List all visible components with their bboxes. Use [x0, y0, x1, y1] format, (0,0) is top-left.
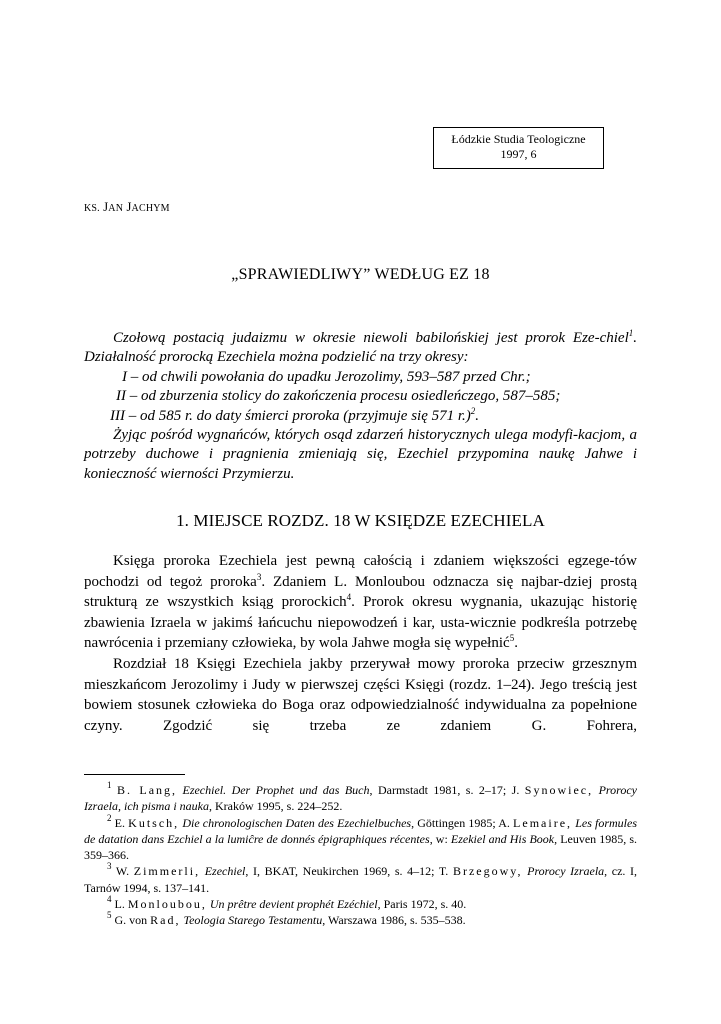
footnote-text: , Darmstadt 1981, s. 2–17; J.	[369, 783, 520, 797]
footnote-title: Prorocy Izraela	[527, 864, 605, 879]
footnote-ref: 1	[628, 328, 634, 338]
footnote-text: , w:	[429, 831, 448, 846]
footnote-4	[84, 896, 637, 912]
footnote-ref: 2	[470, 405, 476, 416]
footnote-text: , Warszawa 1986, s. 535–538.	[322, 913, 466, 928]
abstract-paragraph: Żyjąc pośród wygnańców, których osąd zdarzeń historycznych ulega modyfi-kacjom, a potrzeby duchowe i pragnienia zmieniają się, Ezechiel przypomina naukę Jahwe i konieczność wierności Przymierzu.	[84, 427, 637, 482]
footnote-author: W.	[115, 864, 130, 879]
footnote-author: L.	[114, 897, 125, 912]
abstract-text: . Działalność prorocką Ezechiela można podzielić na trzy okresy:	[84, 330, 637, 366]
footnote-text: , cz. I, Tarnów 1994, s. 137–141.	[84, 864, 638, 895]
footnote-title: Un prêtre devient prophét Ezéchiel	[209, 897, 378, 912]
footnote-5	[84, 912, 637, 928]
footnote-text: , Göttingen 1985; A.	[411, 815, 510, 830]
footnote-title: Teologia Starego Testamentu	[183, 913, 323, 928]
abstract-period-2: II – od zburzenia stolicy do zakończenia procesu osiedleńczego, 587–585;	[116, 388, 561, 405]
footnote-2	[84, 812, 638, 864]
footnote-number: 4	[107, 894, 112, 905]
author-last-rest: ACHYM	[131, 203, 170, 214]
footnote-text: , Leuven 1985, s. 359–366.	[84, 831, 638, 863]
abstract-period-3	[84, 407, 637, 426]
footnote-author: Rad,	[150, 913, 181, 928]
footnote-3	[84, 863, 637, 896]
article-title: „SPRAWIEDLIWY” WEDŁUG EZ 18	[231, 266, 490, 283]
author-first-initial: J	[103, 200, 109, 214]
author-last-initial: J	[126, 200, 132, 214]
footnote-number: 3	[107, 861, 112, 872]
body-paragraph	[84, 551, 637, 654]
body-text-run: .	[514, 635, 518, 652]
abstract-text: Czołową postacią judaizmu w okresie niewoli babilońskiej jest prorok Eze-chiel	[113, 330, 629, 346]
abstract-period-1: I – od chwili powołania do upadku Jerozolimy, 593–587 przed Chr.;	[122, 368, 531, 385]
abstract-text: .	[475, 407, 480, 424]
footnote-text: , Paris 1972, s. 40.	[377, 897, 467, 912]
body-text-run: . Zdaniem L. Monloubou odznacza się najbar-dziej prostą strukturą ze wszystkich ksiąg prorockich	[84, 573, 637, 611]
footnote-title: Die chronologischen Daten des Ezechielbuches	[182, 815, 412, 830]
abstract	[84, 329, 637, 484]
footnote-author: Synowiec,	[524, 783, 594, 797]
footnote-1	[84, 782, 637, 815]
author-first-rest: AN	[108, 203, 124, 214]
author-prefix: KS.	[84, 203, 100, 214]
footnote-number: 2	[107, 812, 112, 823]
body-text-run: . Prorok okresu wygnania, ukazując historię zbawienia Izraela w jakimś łańcuchu niepowodzeń i kar, usta-wicznie podkreśla potrzebę nawrócenia i przemiany człowieka, by wola Jahwe mogła się wypełnić	[84, 594, 637, 652]
journal-name: Łódzkie Studia Teologiczne	[451, 132, 586, 146]
footnote-author: E.	[114, 815, 125, 830]
body-text-run: Księga proroka Ezechiela jest pewną całością i zdaniem większości egzege-tów pochodzi od tegoż proroka	[84, 553, 637, 590]
footnote-number: 5	[107, 910, 112, 921]
footnote-title: Ezechiel. Der Prophet und das Buch	[182, 783, 370, 797]
footnote-ref: 4	[346, 592, 352, 603]
footnote-author: Monloubou,	[127, 897, 207, 912]
journal-year-issue: 1997, 6	[500, 147, 537, 161]
footnote-ref: 5	[509, 633, 515, 644]
footnote-author: Brzegowy,	[452, 864, 523, 879]
body-paragraph: Rozdział 18 Księgi Ezechiela jakby przerywał mowy proroka przeciw grzesznym mieszkańcom Jerozolimy i Judy w pierwszej części Księgi (rozdz. 1–24). Jego treścią jest bowiem stosunek człowieka do Boga oraz odpowiedzialność indywidualna za popełnione czyny. Zgodzić się trzeba ze zdaniem G. Fohrera,	[84, 655, 637, 734]
footnote-author: B. Lang,	[116, 783, 178, 797]
footnote-title: Ezechiel	[204, 864, 246, 879]
abstract-text: III – od 585 r. do daty śmierci proroka (przyjmuje się 571 r.)	[110, 407, 471, 424]
footnote-title: Ezekiel and His Book	[450, 831, 555, 846]
footnote-ref: 3	[256, 571, 262, 582]
footnote-text: , Kraków 1995, s. 224–252.	[209, 799, 343, 814]
footnotes	[84, 782, 637, 929]
journal-citation-box	[433, 127, 604, 169]
body-text	[84, 551, 637, 736]
author-byline	[84, 200, 170, 215]
footnote-author: Kutsch,	[128, 815, 180, 830]
footnote-number: 1	[107, 780, 112, 790]
footnote-title: Les formules de datation dans Ezchiel a la lumiĉre de donnés épigraphiques récentes	[84, 815, 638, 846]
footnote-text: , I, BKAT, Neukirchen 1969, s. 4–12; T.	[245, 864, 449, 879]
footnote-author: G. von	[114, 913, 148, 928]
abstract-paragraph	[84, 329, 637, 368]
footnote-author: Lemaire,	[513, 815, 573, 830]
section-heading: 1. MIEJSCE ROZDZ. 18 W KSIĘDZE EZECHIELA	[176, 511, 545, 530]
footnote-author: Zimmerli,	[133, 864, 201, 879]
footnote-title: Prorocy Izraela, ich pisma i nauka	[84, 783, 637, 814]
footnote-separator	[84, 774, 185, 775]
